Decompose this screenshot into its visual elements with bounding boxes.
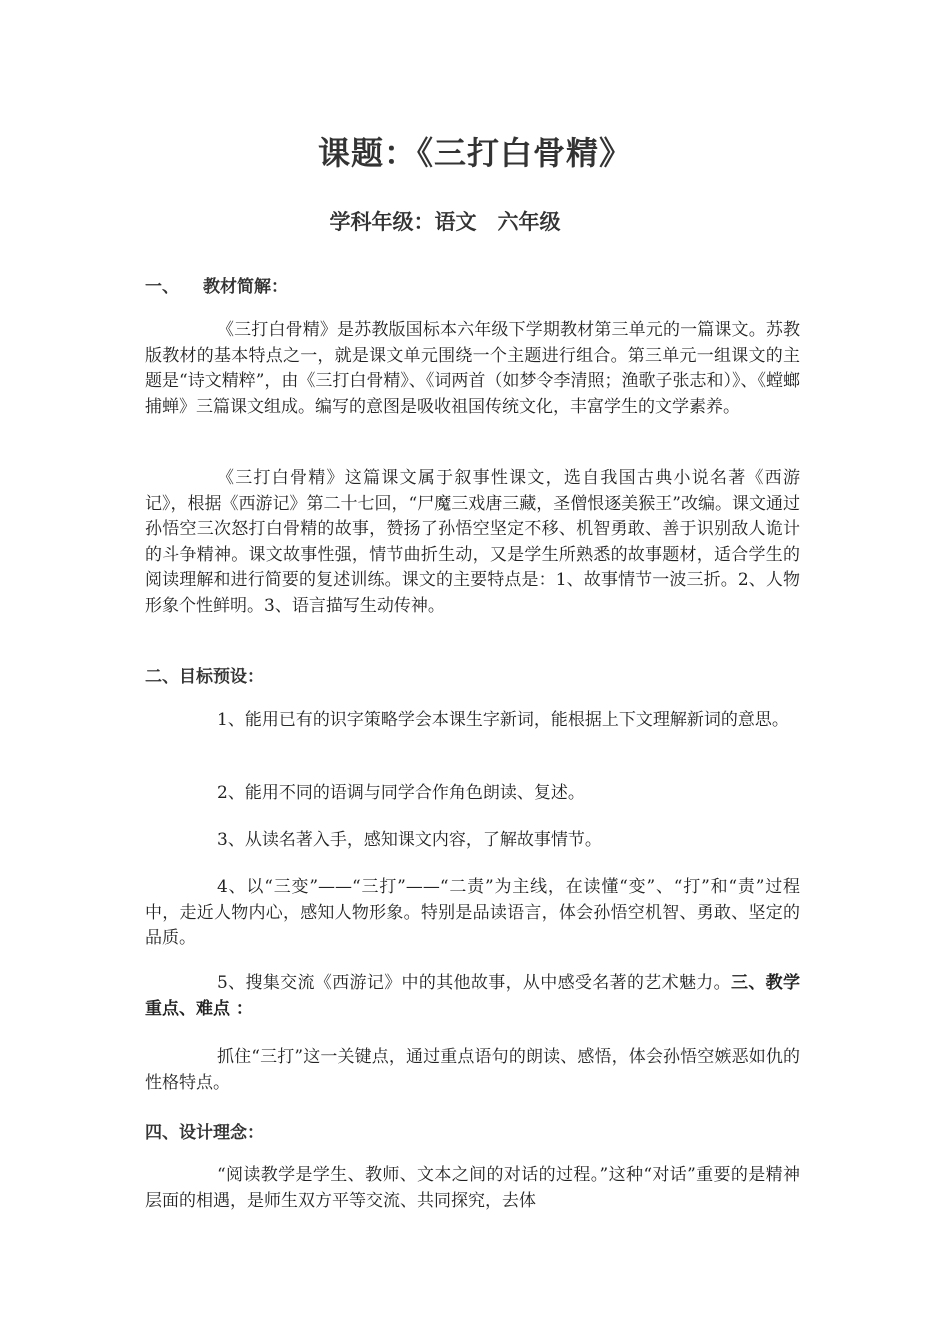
section3-paragraph: 抓住“三打”这一关键点，通过重点语句的朗读、感悟，体会孙悟空嫉恶如仇的性格特点。 xyxy=(145,1047,800,1093)
goal-2: 2、能用不同的语调与同学合作角色朗读、复述。 xyxy=(217,783,585,803)
goal-1: 1、能用已有的识字策略学会本课生字新词，能根据上下文理解新词的意思。 xyxy=(217,710,789,730)
goal-3: 3、从读名著入手，感知课文内容，了解故事情节。 xyxy=(217,830,602,850)
section3-heading: 三、教学重点、难点 ： xyxy=(145,973,801,1019)
section2-heading: 二、目标预设： xyxy=(145,667,264,687)
goal-5: 5、搜集交流《西游记》中的其他故事，从中感受名著的艺术魅力。 xyxy=(217,973,731,993)
section1-heading xyxy=(145,272,288,297)
section1-heading-text: 教材简解： xyxy=(203,277,288,297)
section4-paragraph: “阅读教学是学生、教师、文本之间的对话的过程。”这种“对话”重要的是精神层面的相遇，是师生双方平等交流、共同探究，去体 xyxy=(145,1165,800,1211)
goal-5-with-section3-heading xyxy=(145,971,800,1022)
section1-paragraph-1: 《三打白骨精》是苏教版国标本六年级下学期教材第三单元的一篇课文。苏教版教材的基本特点之一，就是课文单元围绕一个主题进行组合。第三单元一组课文的主题是“诗文精粹”，由《三打白骨精》、《词两首（如梦令李清照；渔歌子张志和）》、《螳螂捕蝉》三篇课文组成。编写的意图是吸收祖国传统文化，丰富学生的文学素养。 xyxy=(145,320,800,417)
document-title: 课题：《三打白骨精》 xyxy=(317,134,632,172)
document-subtitle: 学科年级：语文 六年级 xyxy=(329,209,561,234)
section1-paragraph-2: 《三打白骨精》这篇课文属于叙事性课文，选自我国古典小说名著《西游记》，根据《西游记》第二十七回，“尸魔三戏唐三藏，圣僧恨逐美猴王”改编。课文通过孙悟空三次怒打白骨精的故事，赞扬了孙悟空坚定不移、机智勇敢、善于识别敌人诡计的斗争精神。课文故事性强，情节曲折生动，又是学生所熟悉的故事题材，适合学生的阅读理解和进行简要的复述训练。课文的主要特点是：1、故事情节一波三折。2、人物形象个性鲜明。3、语言描写生动传神。 xyxy=(145,468,800,616)
section4-heading: 四、设计理念： xyxy=(145,1123,264,1143)
section1-number: 一、 xyxy=(145,277,179,297)
goal-4: 4、以“三变”——“三打”——“二责”为主线，在读懂“变”、“打”和“责”过程中，走近人物内心，感知人物形象。特别是品读语言，体会孙悟空机智、勇敢、坚定的品质。 xyxy=(145,877,800,948)
